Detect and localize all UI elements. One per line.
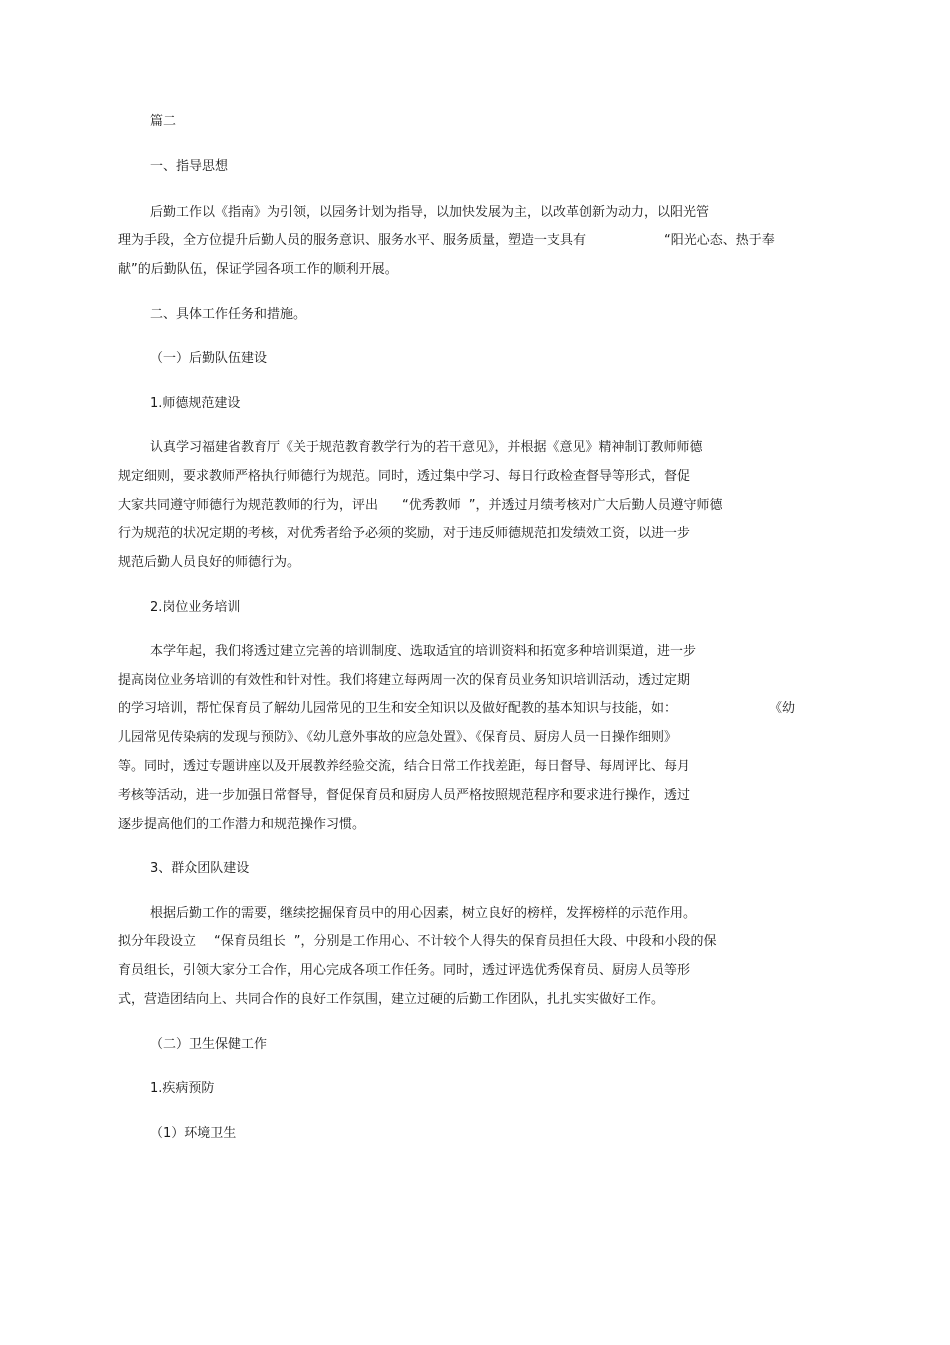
subsection-heading-logistics-team: （一）后勤队伍建设 xyxy=(150,351,268,366)
section-heading-guiding-ideology: 一、指导思想 xyxy=(150,159,229,174)
paragraph-line: 献”的后勤队伍，保证学园各项工作的顺利开展。 xyxy=(118,262,398,277)
paragraph-text: 的学习培训，帮忙保育员了解幼儿园常见的卫生和安全知识以及做好配教的基本知识与技能，如： xyxy=(118,701,678,716)
paragraph-text: ”，分别是工作用心、不计较个人得失的保育员担任大段、中段和小段的保 xyxy=(293,934,717,949)
paragraph-text: 理为手段，全方位提升后勤人员的服务意识、服务水平、服务质量，塑造一支具有 xyxy=(118,233,587,248)
item-heading-disease-prevention: 1.疾病预防 xyxy=(150,1081,215,1096)
paragraph-line: 规范后勤人员良好的师德行为。 xyxy=(118,555,301,570)
paragraph-line: 认真学习福建省教育厅《关于规范教育教学行为的若干意见》，并根据《意见》精神制订教师师德 xyxy=(150,440,703,455)
item-heading-training: 2.岗位业务培训 xyxy=(150,600,241,615)
paragraph-line xyxy=(118,701,795,717)
paragraph-line: 考核等活动，进一步加强日常督导，督促保育员和厨房人员严格按照规范程序和要求进行操作，透过 xyxy=(118,788,691,803)
quoted-text: “优秀教师 xyxy=(402,498,461,513)
paragraph-text: 拟分年段设立 xyxy=(118,934,197,949)
paragraph-text: 《幼 xyxy=(769,701,796,716)
paragraph-line xyxy=(118,934,717,950)
paragraph-line: 规定细则，要求教师严格执行师德行为规范。同时，透过集中学习、每日行政检查督导等形式，督促 xyxy=(118,469,691,484)
quoted-text: “阳光心态、热于奉 xyxy=(664,233,775,248)
paragraph-line: 育员组长，引领大家分工合作，用心完成各项工作任务。同时，透过评选优秀保育员、厨房人员等形 xyxy=(118,963,691,978)
paragraph-text: ”，并透过月绩考核对广大后勤人员遵守师德 xyxy=(468,498,723,513)
quoted-text: “保育员组长 xyxy=(214,934,286,949)
chapter-title: 篇二 xyxy=(150,114,177,129)
paragraph-line xyxy=(118,498,723,514)
section-heading-tasks: 二、具体工作任务和措施。 xyxy=(150,307,307,322)
paragraph-line: 后勤工作以《指南》为引领，以园务计划为指导，以加快发展为主，以改革创新为动力，以阳光管 xyxy=(150,205,710,220)
subsection-heading-health-care: （二）卫生保健工作 xyxy=(150,1037,268,1052)
paragraph-line xyxy=(118,233,775,249)
paragraph-line: 根据后勤工作的需要，继续挖掘保育员中的用心因素，树立良好的榜样，发挥榜样的示范作用。 xyxy=(150,906,697,921)
paragraph-line: 儿园常见传染病的发现与预防》、《幼儿意外事故的应急处置》、《保育员、厨房人员一日操作细则》 xyxy=(118,730,678,745)
paragraph-text: 大家共同遵守师德行为规范教师的行为，评出 xyxy=(118,498,379,513)
paragraph-line: 提高岗位业务培训的有效性和针对性。我们将建立每两周一次的保育员业务知识培训活动，透过定期 xyxy=(118,673,691,688)
paragraph-line: 式，营造团结向上、共同合作的良好工作氛围，建立过硬的后勤工作团队，扎扎实实做好工作。 xyxy=(118,992,665,1007)
paragraph-line: 行为规范的状况定期的考核，对优秀者给予必须的奖励，对于违反师德规范扣发绩效工资，以进一步 xyxy=(118,526,691,541)
paragraph-line: 等。同时，透过专题讲座以及开展教养经验交流，结合日常工作找差距，每日督导、每周评比、每月 xyxy=(118,759,691,774)
paragraph-line: 本学年起，我们将透过建立完善的培训制度、选取适宜的培训资料和拓宽多种培训渠道，进一步 xyxy=(150,644,697,659)
paragraph-line: 逐步提高他们的工作潜力和规范操作习惯。 xyxy=(118,817,366,832)
item-heading-team: 3、群众团队建设 xyxy=(150,861,250,876)
item-heading-ethics: 1.师德规范建设 xyxy=(150,396,241,411)
subitem-heading-environment: （1）环境卫生 xyxy=(150,1126,237,1141)
